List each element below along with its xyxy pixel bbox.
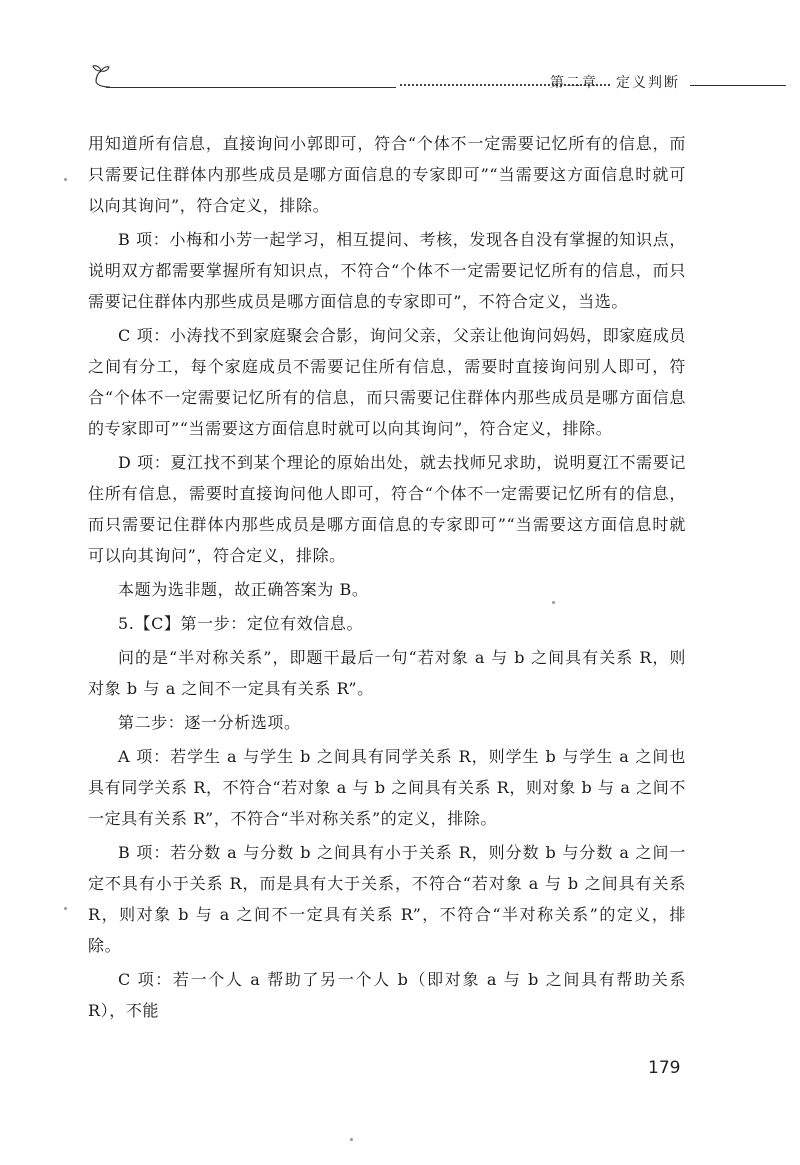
paragraph: 5.【C】第一步：定位有效信息。 <box>118 614 364 633</box>
header-rule-left <box>106 87 396 88</box>
chapter-heading <box>550 72 680 92</box>
paragraph: 第二步：逐一分析选项。 <box>118 713 301 732</box>
scan-speck <box>350 1138 353 1141</box>
paragraph: 问的是“半对称关系”，即题干最后一句“若对象 a 与 b 之间具有关系 R，则对象 b 与 a 之间不一定具有关系 R”。 <box>88 648 686 698</box>
paragraph: D 项：夏江找不到某个理论的原始出处，就去找师兄求助，说明夏江不需要记住所有信息，需要时直接询问他人即可，符合“个体不一定需要记忆所有的信息，而只需要记住群体内那些成员是哪方面信息的专家即可”“当需要这方面信息时就可以向其询问”，符合定义，排除。 <box>88 453 686 565</box>
scan-speck <box>64 178 67 181</box>
running-header <box>88 60 788 94</box>
paragraph: C 项：若一个人 a 帮助了另一个人 b（即对象 a 与 b 之间具有帮助关系 R），不能 <box>88 970 686 1020</box>
paragraph: 本题为选非题，故正确答案为 B。 <box>118 580 369 599</box>
sprout-ornament-icon <box>88 60 116 88</box>
page-number: 179 <box>648 1058 681 1078</box>
scan-speck <box>552 601 555 604</box>
paragraph: 用知道所有信息，直接询问小郭即可，符合“个体不一定需要记忆所有的信息，而只需要记住群体内那些成员是哪方面信息的专家即可”“当需要这方面信息时就可以向其询问”，符合定义，排除。 <box>88 134 686 215</box>
chapter-number: 第二章 <box>550 75 598 91</box>
paragraph: C 项：小涛找不到家庭聚会合影，询问父亲，父亲让他询问妈妈，即家庭成员之间有分工，每个家庭成员不需要记住所有信息，需要时直接询问别人即可，符合“个体不一定需要记忆所有的信息，而只需要记住群体内那些成员是哪方面信息的专家即可”“当需要这方面信息时就可以向其询问”，符合定义，排除。 <box>88 326 686 438</box>
paragraph: A 项：若学生 a 与学生 b 之间具有同学关系 R，则学生 b 与学生 a 之间也具有同学关系 R，不符合“若对象 a 与 b 之间具有关系 R，则对象 b 与 a 之间不一定具有关系 R”，不符合“半对称关系”的定义，排除。 <box>88 747 686 828</box>
paragraph: B 项：小梅和小芳一起学习，相互提问、考核，发现各自没有掌握的知识点，说明双方都需要掌握所有知识点，不符合“个体不一定需要记忆所有的信息，而只需要记住群体内那些成员是哪方面信息的专家即可”，不符合定义，当选。 <box>88 230 686 311</box>
header-rule-right <box>690 85 786 86</box>
body-text <box>88 128 686 1029</box>
paragraph: B 项：若分数 a 与分数 b 之间具有小于关系 R，则分数 b 与分数 a 之间一定不具有小于关系 R，而是具有大于关系，不符合“若对象 a 与 b 之间具有关系 R，则对象 b 与 a 之间不一定具有关系 R”，不符合“半对称关系”的定义，排除。 <box>88 843 686 955</box>
scan-speck <box>64 907 67 910</box>
chapter-title: 定义判断 <box>616 75 680 91</box>
